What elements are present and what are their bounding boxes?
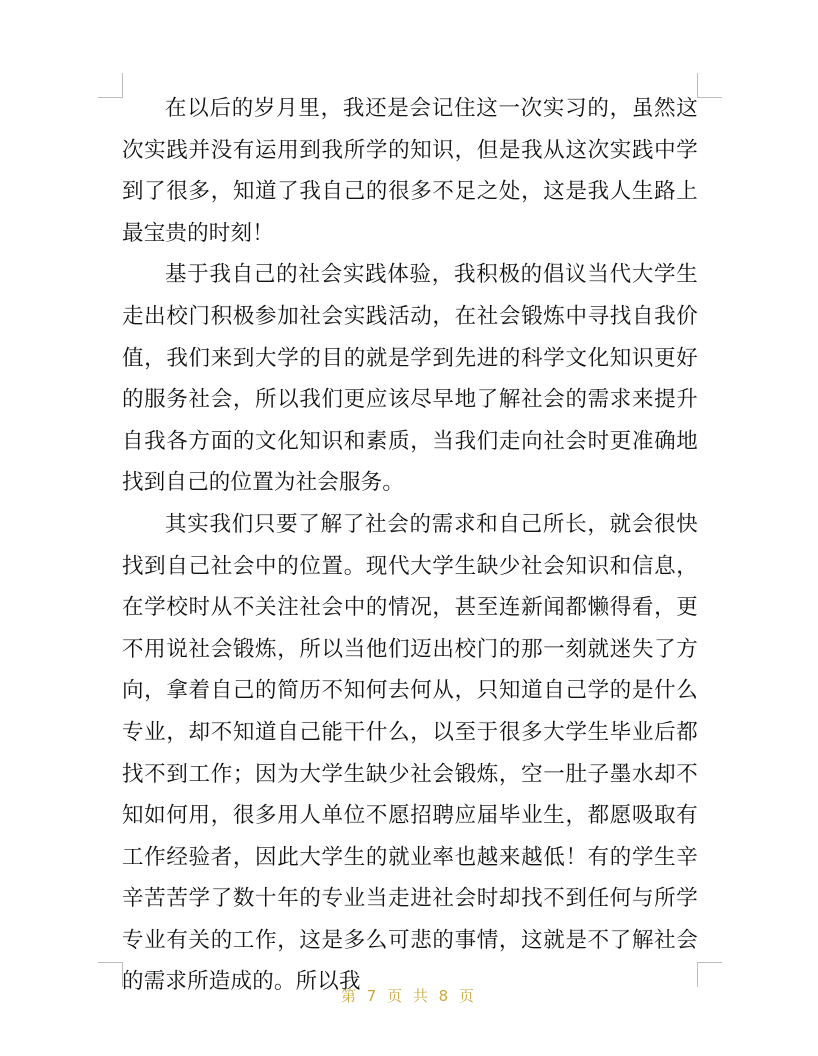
- crop-mark-top-left: [98, 73, 123, 98]
- paragraph-3: 其实我们只要了解了社会的需求和自己所长，就会很快找到自己社会中的位置。现代大学生缺少社会知识和信息，在学校时从不关注社会中的情况，甚至连新闻都懒得看，更不用说社会锻炼，所以当他们迈出校门的那一刻就迷失了方向，拿着自己的简历不知何去何从，只知道自己学的是什么专业，却不知道自己能干什么，以至于很多大学生毕业后都找不到工作；因为大学生缺少社会锻炼，空一肚子墨水却不知如何用，很多用人单位不愿招聘应届毕业生，都愿吸取有工作经验者，因此大学生的就业率也越来越低！有的学生辛辛苦苦学了数十年的专业当走进社会时却找不到任何与所学专业有关的工作，这是多么可悲的事情，这就是不了解社会的需求所造成的。所以我: [122, 511, 698, 995]
- crop-mark-bottom-left: [98, 962, 123, 987]
- paragraph-1: 在以后的岁月里，我还是会记住这一次实习的，虽然这次实践并没有运用到我所学的知识，但是我从这次实践中学到了很多，知道了我自己的很多不足之处，这是我人生路上最宝贵的时刻！: [122, 96, 698, 246]
- paragraph-2: 基于我自己的社会实践体验，我积极的倡议当代大学生走出校门积极参加社会实践活动，在社会锻炼中寻找自我价值，我们来到大学的目的就是学到先进的科学文化知识更好的服务社会，所以我们更应该尽早地了解社会的需求来提升自我各方面的文化知识和素质，当我们走向社会时更准确地找到自己的位置为社会服务。: [122, 262, 698, 496]
- page-number-footer: 第 7 页 共 8 页: [341, 987, 477, 1005]
- crop-mark-top-right: [697, 73, 722, 98]
- crop-mark-bottom-right: [697, 962, 722, 987]
- document-body: [122, 88, 698, 1003]
